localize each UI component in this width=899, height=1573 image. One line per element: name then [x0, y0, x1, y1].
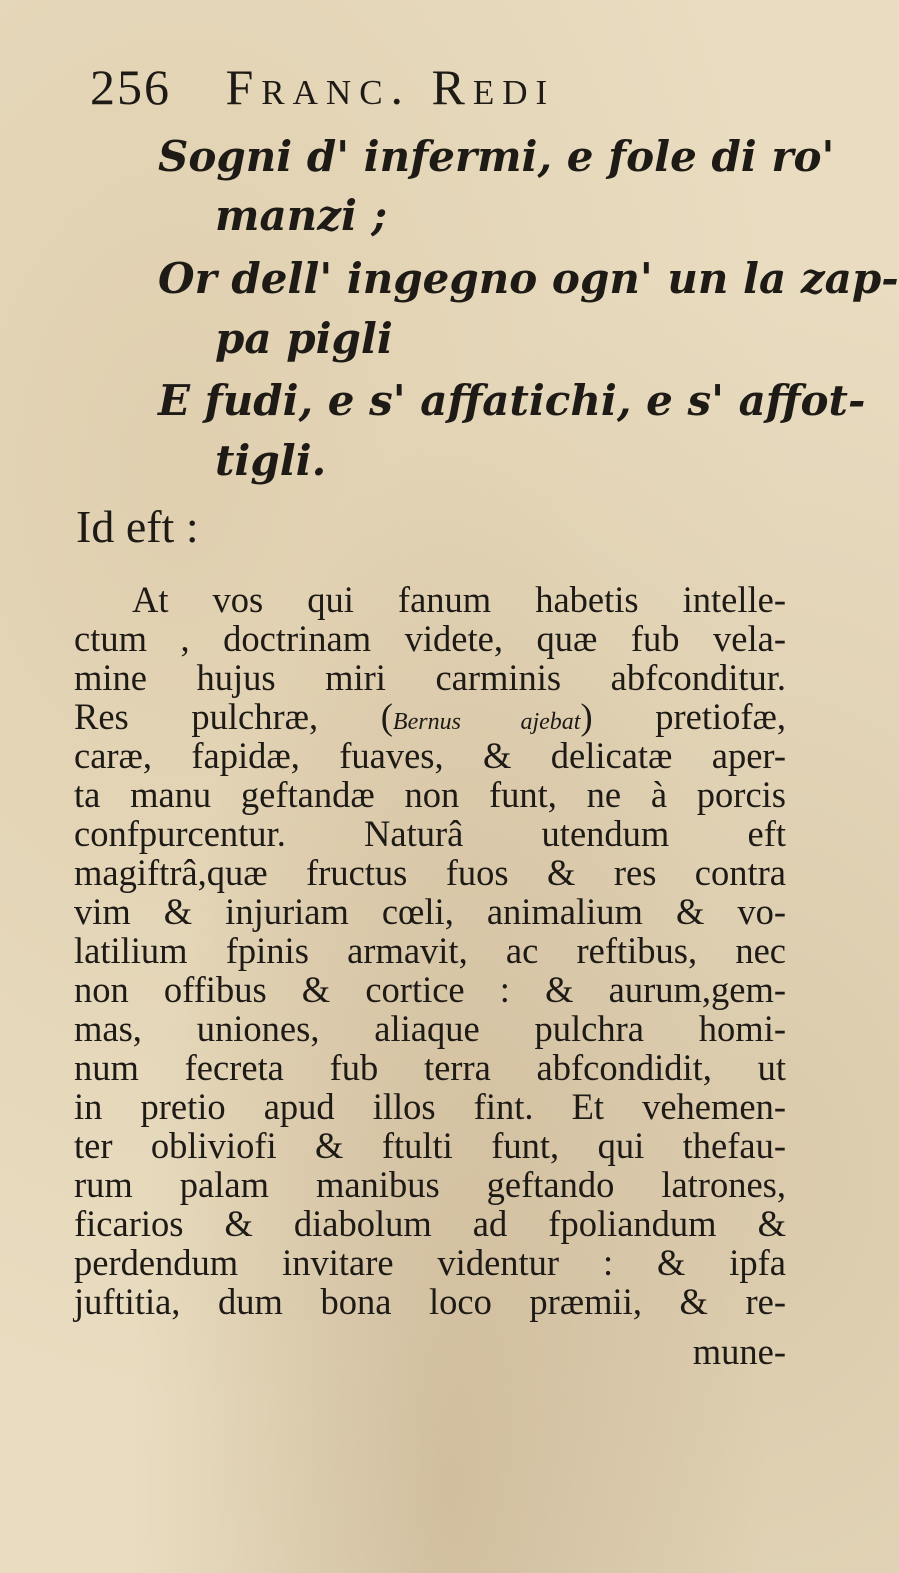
prose-line: ficarios & diabolum ad fpoliandum &	[74, 1203, 786, 1244]
verse-line: tigli.	[215, 436, 327, 485]
running-title: Franc. Redi	[225, 59, 556, 115]
prose-line-end: ) pretiofæ,	[580, 696, 787, 737]
prose-line: At vos qui fanum habetis intelle-	[132, 579, 786, 620]
catchword: mune-	[692, 1331, 786, 1372]
prose-line: juftitia, dum bona loco præmii, & re-	[74, 1281, 786, 1322]
verse-line: pa pigli	[215, 314, 393, 363]
prose-line-start: Res pulchræ, (	[74, 696, 393, 737]
prose-line: magiftrâ,quæ fructus fuos & res contra	[74, 852, 786, 893]
prose-line	[74, 695, 786, 738]
prose-line: ta manu geftandæ non funt, ne à porcis	[74, 774, 786, 815]
prose-line: caræ, fapidæ, fuaves, & delicatæ aper-	[74, 735, 786, 776]
prose-line: perdendum invitare videntur : & ipfa	[74, 1242, 786, 1283]
verse-line: Or dell' ingegno ogn' un la zap-	[158, 254, 899, 303]
prose-line: ctum , doctrinam videte, quæ fub vela-	[74, 618, 786, 659]
prose-line: ter obliviofi & ftulti funt, qui thefau-	[74, 1125, 786, 1166]
id-est-label: Id eft :	[76, 501, 199, 552]
verse-line: Sogni d' infermi, e fole di ro'	[158, 132, 835, 181]
prose-line: mas, uniones, aliaque pulchra homi-	[74, 1008, 786, 1049]
prose-line: mine hujus miri carminis abfconditur.	[74, 657, 786, 698]
verse-line: manzi ;	[215, 191, 388, 240]
prose-line: rum palam manibus geftando latrones,	[74, 1164, 786, 1205]
verse-line: E fudi, e s' affatichi, e s' affot-	[158, 376, 866, 425]
prose-line: confpurcentur. Naturâ utendum eft	[74, 813, 786, 854]
page-number: 256	[90, 59, 171, 115]
prose-line: non offibus & cortice : & aurum,gem-	[74, 969, 786, 1010]
prose-line: latilium fpinis armavit, ac reftibus, nec	[74, 930, 786, 971]
prose-line: in pretio apud illos fint. Et vehemen-	[74, 1086, 786, 1127]
page-header	[90, 58, 555, 116]
prose-line: num fecreta fub terra abfcondidit, ut	[74, 1047, 786, 1088]
prose-line: vim & injuriam cœli, animalium & vo-	[74, 891, 786, 932]
inline-citation: Bernus ajebat	[392, 709, 581, 735]
